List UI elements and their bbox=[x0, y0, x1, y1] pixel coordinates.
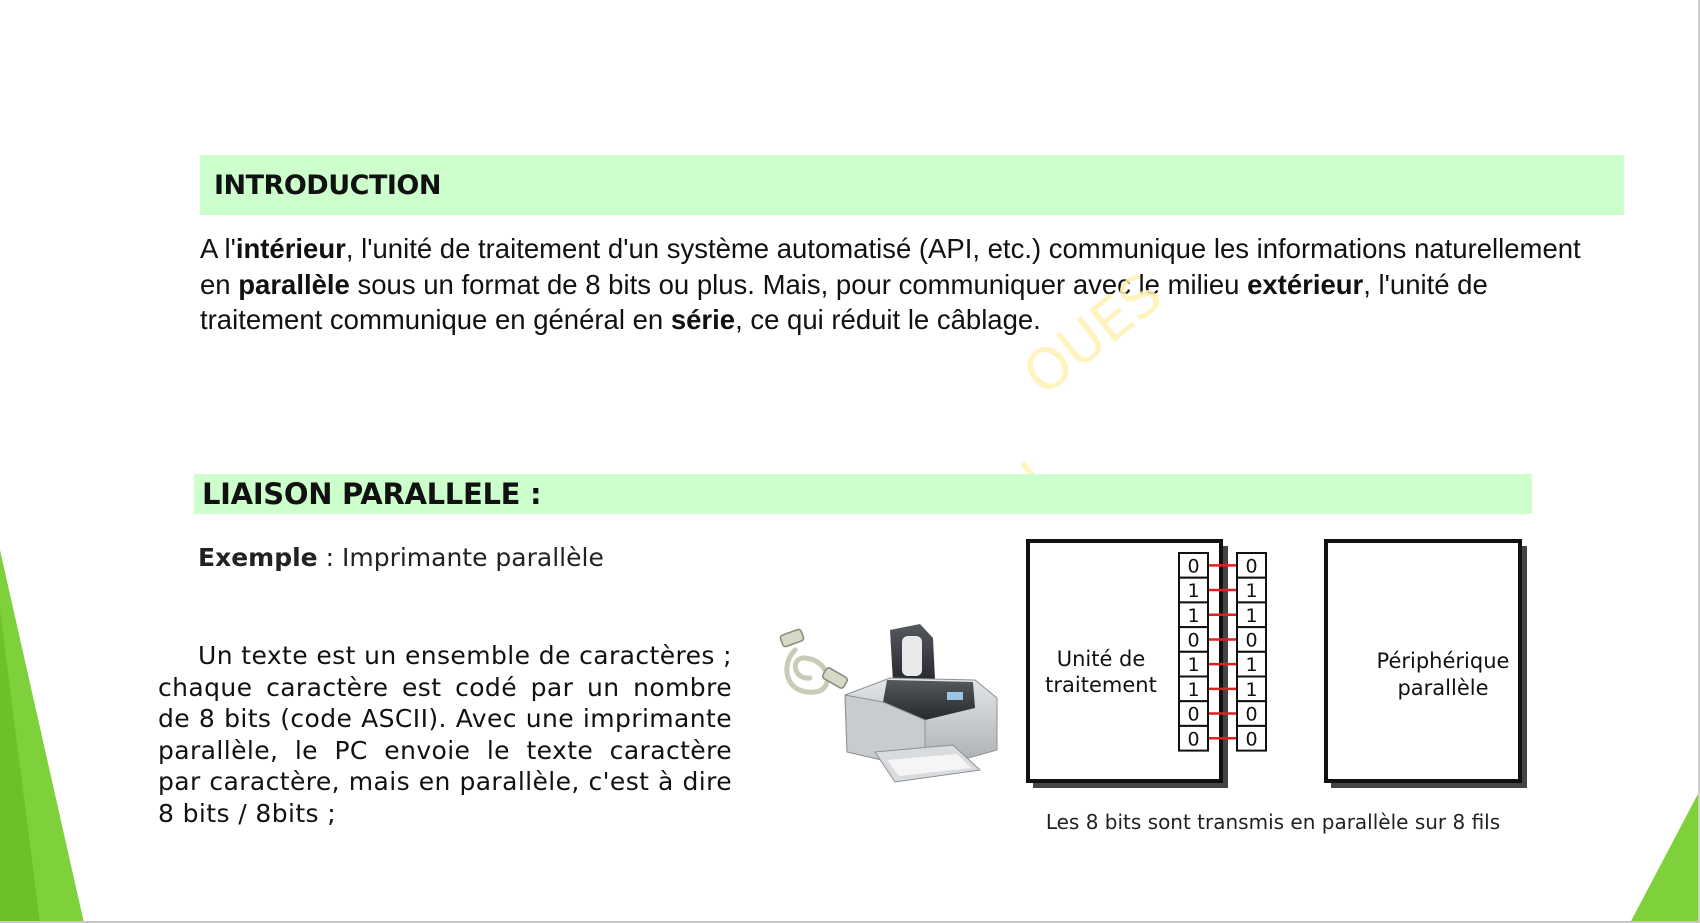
printer-illustration bbox=[775, 620, 1015, 795]
deco-triangle-left bbox=[0, 550, 90, 923]
left-bit-value: 0 bbox=[1187, 703, 1200, 726]
parallel-link-heading bbox=[194, 474, 1532, 514]
emphasis-term: série bbox=[670, 304, 736, 335]
diagram-caption: Les 8 bits sont transmis en parallèle sur 8 fils bbox=[1045, 810, 1501, 834]
paragraph-text: , l'unité de traitement communique en général en bbox=[200, 268, 1488, 335]
introduction-heading bbox=[200, 155, 1624, 215]
parallel-body-text: Un texte est un ensemble de caractères ; chaque caractère est codé par un nombre de 8 bits (code ASCII). Avec une imprimante parallèle, le PC envoie le texte caractère par caractère, mais en parallèle, c'est à dire 8 bits / 8bits ; bbox=[158, 641, 732, 828]
paragraph-text: , l'unité de traitement d'un système automatisé (API, etc.) communique les informations naturellement en bbox=[200, 233, 1581, 300]
left-bit-value: 0 bbox=[1187, 728, 1200, 751]
right-bit-value: 0 bbox=[1245, 703, 1258, 726]
paragraph-text: sous un format de 8 bits ou plus. Mais, pour communiquer avec le milieu bbox=[349, 268, 1248, 300]
example-line bbox=[198, 543, 604, 572]
emphasis-term: extérieur bbox=[1247, 268, 1364, 300]
left-bit-value: 0 bbox=[1187, 555, 1200, 578]
deco-triangle-right bbox=[1630, 790, 1700, 923]
introduction-heading-text: INTRODUCTION bbox=[214, 169, 441, 201]
paragraph-text: , ce qui réduit le câblage. bbox=[735, 304, 1041, 335]
left-bit-value: 1 bbox=[1187, 678, 1200, 701]
parallel-link-heading-text: LIAISON PARALLELE : bbox=[202, 477, 542, 511]
watermark-word: OUES bbox=[1011, 261, 1175, 409]
emphasis-term: intérieur bbox=[235, 233, 346, 264]
right-bit-value: 1 bbox=[1245, 604, 1258, 627]
peripheral-label-line2: parallèle bbox=[1397, 676, 1489, 700]
parallel-transmission-diagram bbox=[1025, 538, 1540, 843]
example-label: Exemple bbox=[198, 543, 318, 572]
parallel-cable-icon bbox=[780, 629, 849, 693]
processing-unit-label-line2: traitement bbox=[1045, 673, 1157, 697]
printer-icon bbox=[845, 624, 997, 782]
example-separator: : bbox=[317, 543, 342, 572]
right-bit-value: 0 bbox=[1245, 629, 1258, 652]
right-register bbox=[1237, 553, 1266, 751]
paragraph-text: A l' bbox=[200, 233, 236, 264]
right-bit-value: 1 bbox=[1245, 678, 1258, 701]
right-bit-value: 1 bbox=[1245, 654, 1258, 677]
left-register bbox=[1179, 553, 1208, 751]
left-bit-value: 0 bbox=[1187, 629, 1200, 652]
peripheral-label-line1: Périphérique bbox=[1376, 649, 1510, 673]
processing-unit-label-line1: Unité de bbox=[1056, 647, 1146, 671]
right-bit-value: 0 bbox=[1245, 555, 1258, 578]
emphasis-term: parallèle bbox=[238, 268, 350, 300]
right-bit-value: 0 bbox=[1245, 728, 1258, 751]
left-bit-value: 1 bbox=[1187, 580, 1200, 603]
left-bit-value: 1 bbox=[1187, 654, 1200, 677]
introduction-paragraph bbox=[200, 231, 1600, 338]
right-bit-value: 1 bbox=[1245, 580, 1258, 603]
example-value: Imprimante parallèle bbox=[341, 543, 604, 572]
left-bit-value: 1 bbox=[1187, 604, 1200, 627]
